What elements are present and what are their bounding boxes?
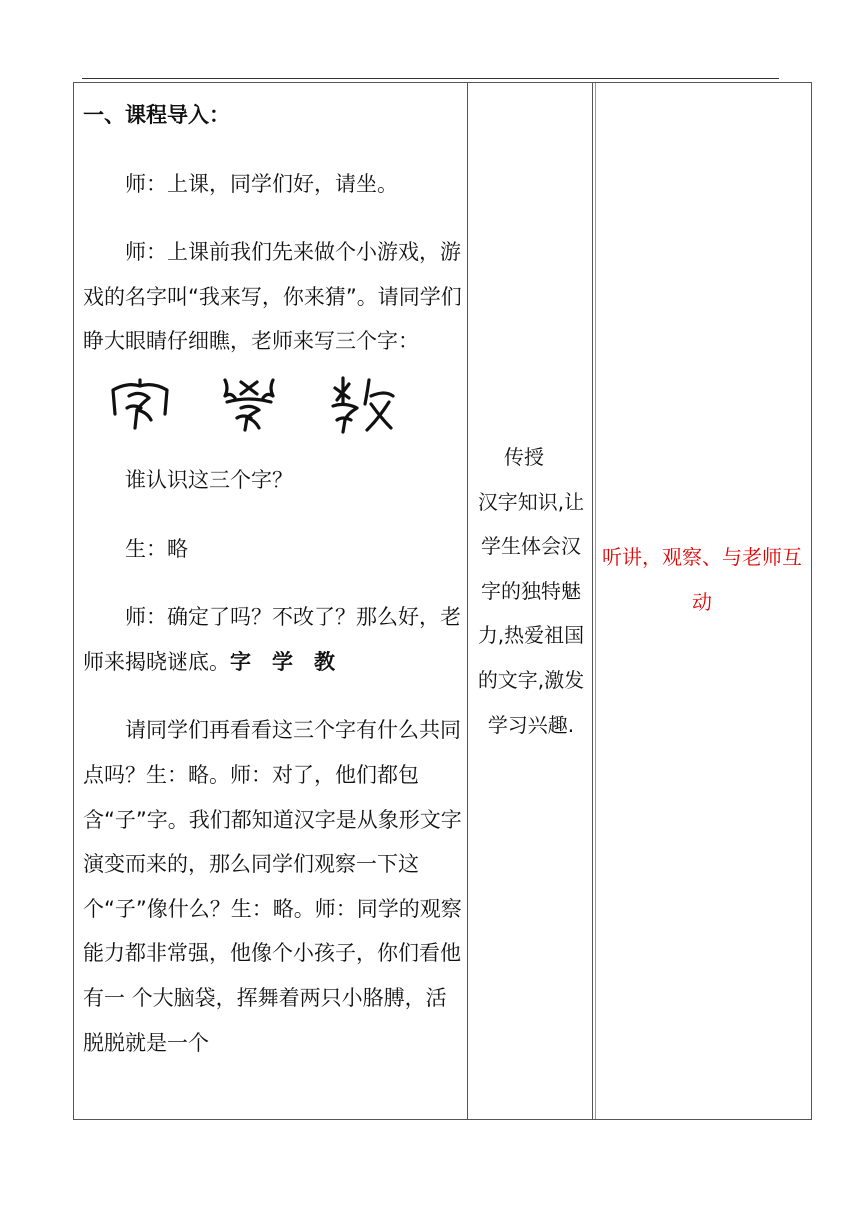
dialogue-game-intro: 师：上课前我们先来做个小游戏，游戏的名字叫“我来写，你来猜”。请同学们睁大眼睛仔细瞧，老师来写三个字： <box>83 240 462 354</box>
dialogue-common-point: 请同学们再看看这三个字有什么共同点吗？生：略。师：对了，他们都包含“子”字。我们都知道汉字是从象形文字演变而来的，那么同学们观察一下这个“子”像什么？生：略。师：同学的观察能力都非常强，他像个小孩子，你们看他有一 个大脑袋，挥舞着两只小胳膊，活脱脱就是一个 <box>83 718 462 1055</box>
purpose-first-line: 传授 <box>504 445 544 469</box>
dialogue-student-answer: 生：略 <box>125 536 188 561</box>
reveal-text: 师：确定了吗？不改了？那么好，老师来揭晓谜底。 <box>83 605 461 674</box>
seal-script-characters <box>83 374 465 438</box>
header-rule <box>82 78 779 79</box>
seal-character-jiao-icon <box>329 374 399 434</box>
dialogue-reveal <box>83 595 465 684</box>
section-heading: 一、课程导入： <box>83 103 230 127</box>
student-activity-cell <box>593 83 811 1119</box>
lesson-table <box>73 82 812 1120</box>
dialogue-question: 谁认识这三个字？ <box>125 467 293 492</box>
revealed-characters: 字 学 教 <box>230 649 335 674</box>
seal-character-zi-icon <box>107 374 173 434</box>
teaching-content-cell <box>74 83 468 1119</box>
dialogue-greeting: 师：上课，同学们好，请坐。 <box>125 171 398 196</box>
seal-character-xue-icon <box>215 374 285 434</box>
activity-text: 听讲，观察、与老师互动 <box>602 545 802 614</box>
teaching-purpose-cell <box>468 83 593 1119</box>
purpose-text: 汉字知识,让学生体会汉字的独特魅力,热爱祖国的文字,激发学习兴趣. <box>477 489 585 737</box>
